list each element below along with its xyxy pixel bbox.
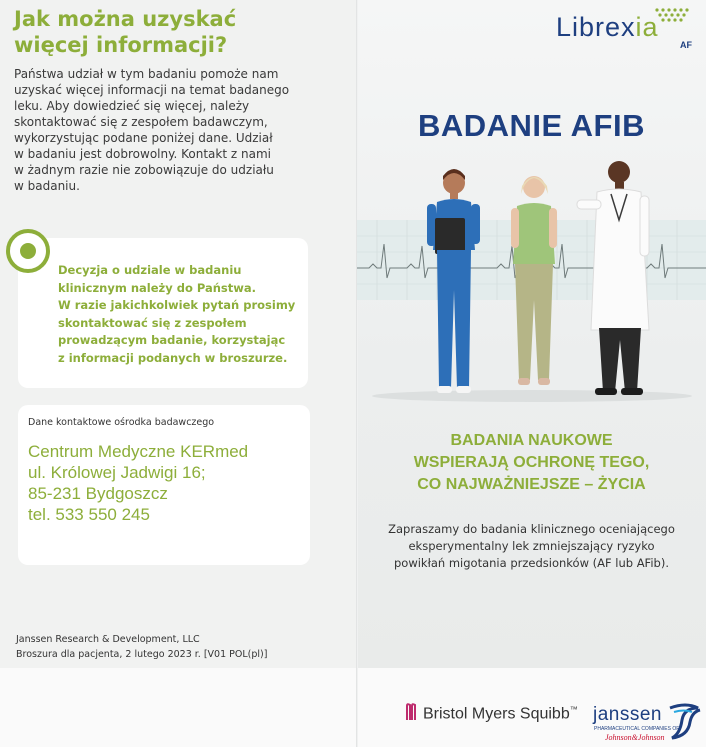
janssen-swirl-icon <box>666 700 702 740</box>
intro-line: Państwa udział w tym badaniu pomoże nam <box>14 67 279 81</box>
intro-line: w badaniu jest dobrowolny. Kontakt z nami <box>14 147 271 161</box>
bullet-circle-icon <box>6 229 50 273</box>
janssen-logo-name: janssen <box>593 704 662 725</box>
intro-line: wykorzystując podane poniżej dane. Udział <box>14 131 273 145</box>
bms-logo <box>423 705 578 723</box>
bms-name: Bristol Myers Squibb <box>423 705 570 723</box>
invite-line: Zapraszamy do badania klinicznego oceniającego <box>388 522 675 536</box>
intro-line: w badaniu. <box>14 179 80 193</box>
info-heading-line: więcej informacji? <box>14 33 228 57</box>
note-line: prowadzącym badanie, korzystając <box>58 333 286 347</box>
info-heading-line: Jak można uzyskać <box>14 7 237 31</box>
note-line: skontaktować się z zespołem <box>58 315 247 330</box>
librexia-logo <box>556 12 696 52</box>
janssen-logo-subline: PHARMACEUTICAL COMPANIES OF <box>594 726 680 732</box>
info-heading <box>14 6 344 58</box>
decision-note-text <box>58 262 298 367</box>
site-phone: tel. 533 550 245 <box>28 505 150 524</box>
intro-line: uzyskać więcej informacji na temat badanego <box>14 83 290 97</box>
invite-line: powikłań migotania przedsionków (AF lub AFib). <box>394 556 669 570</box>
bms-trademark: ™ <box>569 705 578 714</box>
logo-wordmark <box>556 12 659 43</box>
page-title: BADANIE AFIB <box>417 108 645 143</box>
note-line: klinicznym należy do Państwa. <box>58 280 257 295</box>
site-name: Centrum Medyczne KERmed <box>28 442 249 461</box>
contact-label: Dane kontaktowe ośrodka badawczego <box>28 417 215 428</box>
note-line: Decyzja o udziale w badaniu <box>58 263 242 277</box>
tagline-line: WSPIERAJĄ OCHRONĘ TEGO, <box>413 454 650 471</box>
tagline-line: CO NAJWAŻNIEJSZE – ŻYCIA <box>417 476 646 493</box>
invitation-paragraph <box>357 521 706 572</box>
logo-suffix: AF <box>680 40 692 50</box>
intro-line: leku. Aby dowiedzieć się więcej, należy <box>14 99 250 113</box>
hero-illustration <box>357 160 706 410</box>
janssen-parent-logo: Johnson&Johnson <box>605 733 665 742</box>
bms-logo-icon <box>405 702 419 722</box>
logo-word-main: Librex <box>556 12 636 42</box>
document-footer <box>16 632 346 662</box>
site-street: ul. Królowej Jadwigi 16; <box>28 463 206 482</box>
patient-figure <box>511 176 557 385</box>
tagline <box>357 430 706 496</box>
floor-shadow <box>372 390 692 402</box>
bullet-dot <box>20 243 36 259</box>
note-line: W razie jakichkolwiek pytań prosimy <box>58 298 296 312</box>
invite-line: eksperymentalny lek zmniejszający ryzyko <box>408 539 655 553</box>
logo-word-accent: ia <box>635 12 659 42</box>
version-line: Broszura dla pacjenta, 2 lutego 2023 r. [V01 POL(pl)] <box>16 649 268 660</box>
site-city: 85-231 Bydgoszcz <box>28 484 168 503</box>
tagline-line: BADANIA NAUKOWE <box>450 432 613 449</box>
contact-details <box>28 441 308 525</box>
intro-paragraph <box>14 66 314 194</box>
publisher-line: Janssen Research & Development, LLC <box>16 634 200 645</box>
note-line: z informacji podanych w broszurze. <box>58 350 288 365</box>
intro-line: w żadnym razie nie zobowiązuje do udziału <box>14 163 274 177</box>
intro-line: skontaktować się z zespołem badawczym, <box>14 115 268 129</box>
